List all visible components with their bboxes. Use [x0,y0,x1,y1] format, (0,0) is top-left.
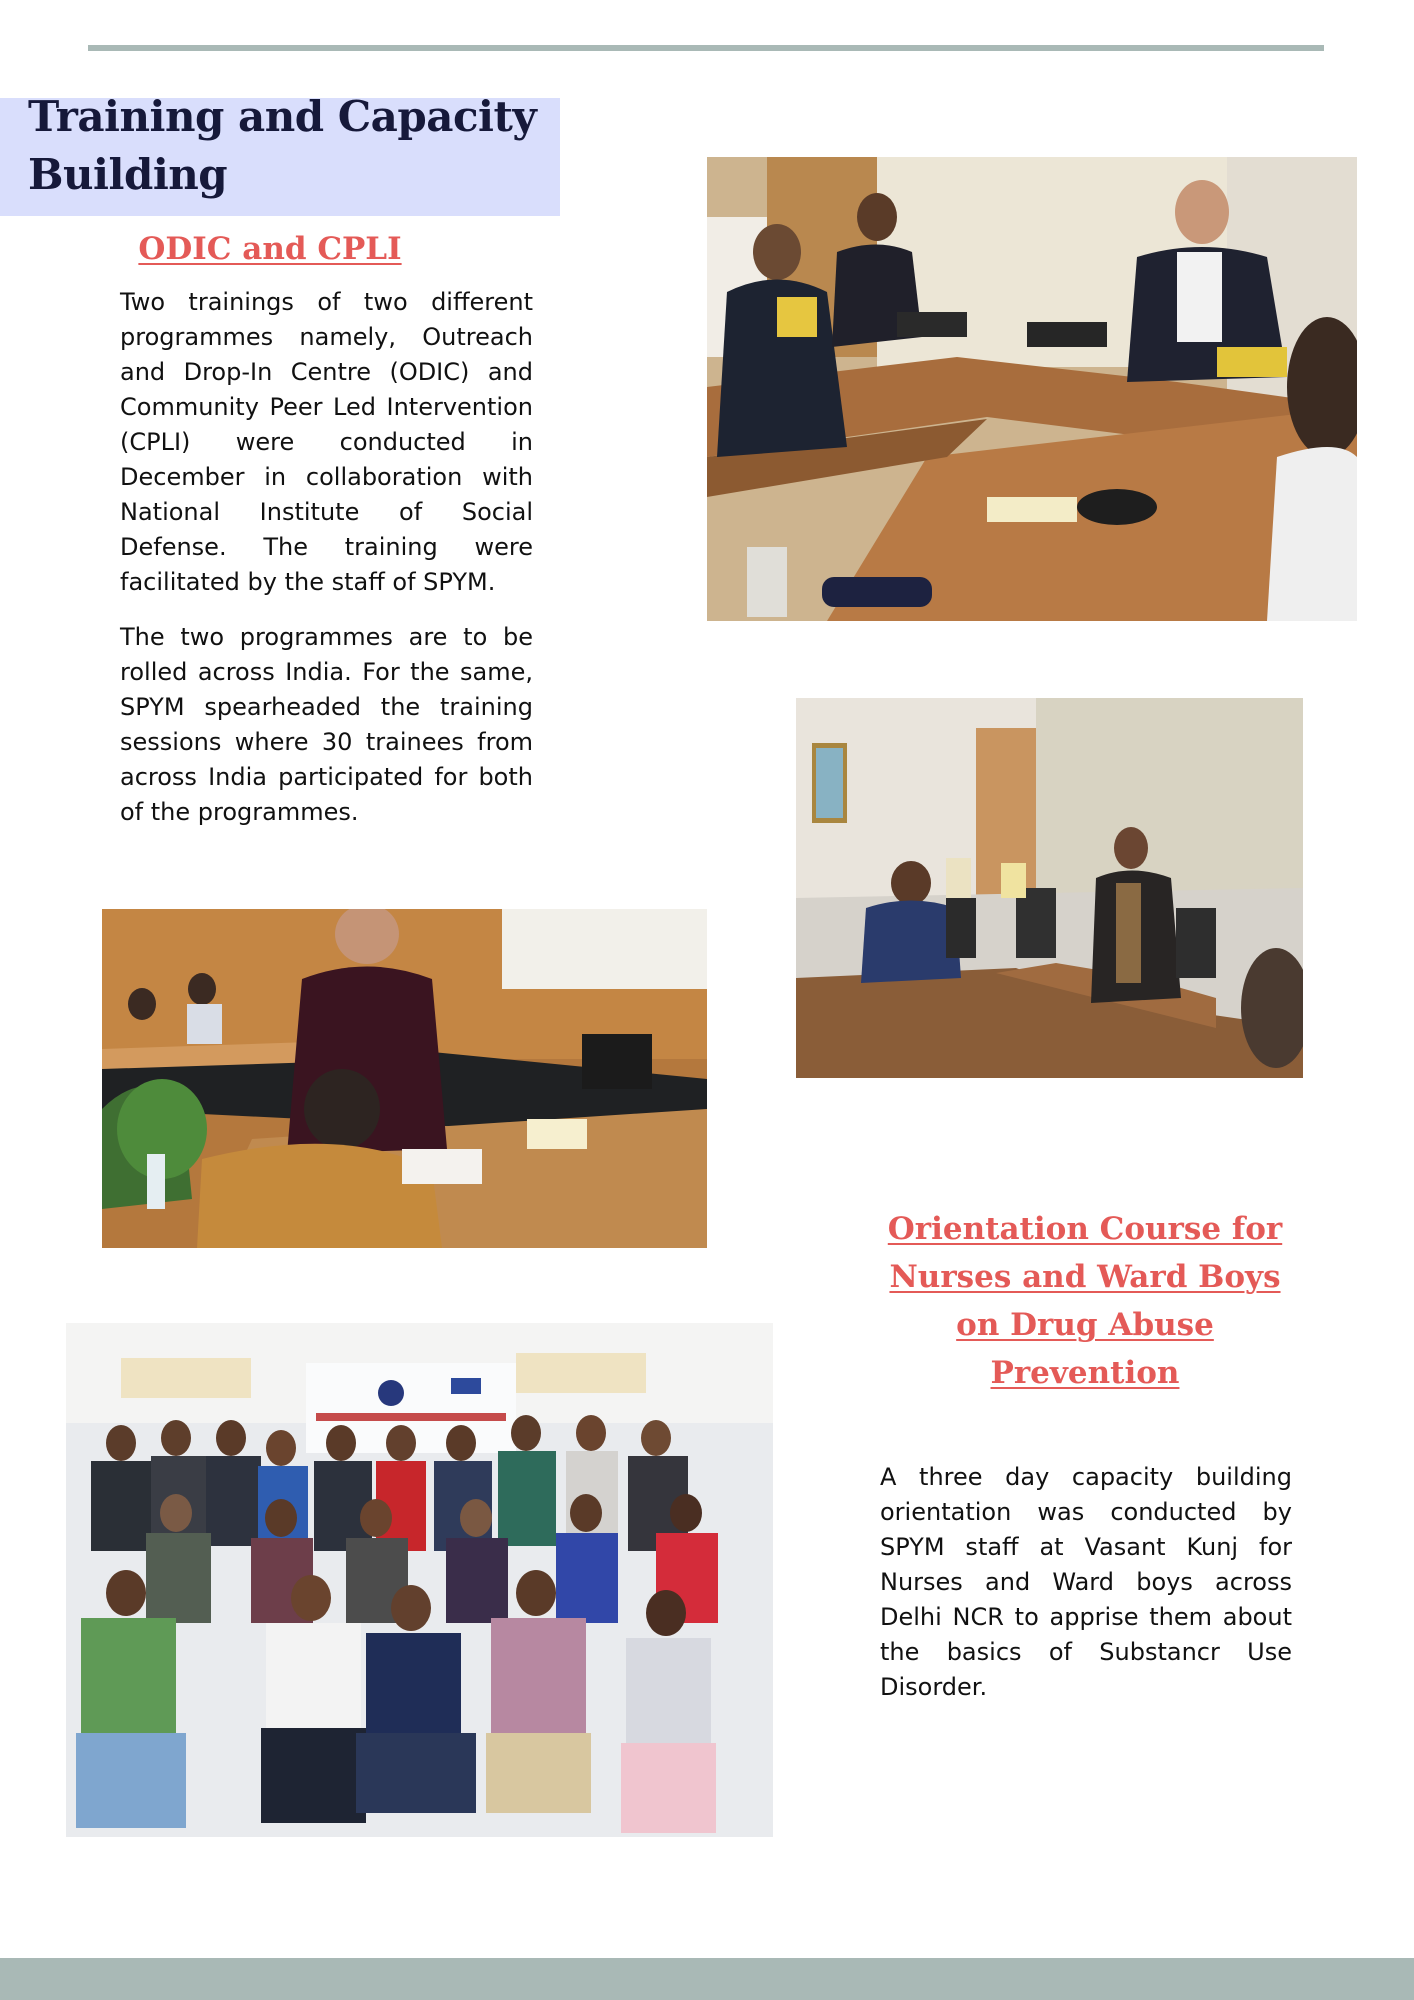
conference-room-photo [796,698,1303,1078]
odic-paragraph-1: Two trainings of two different programmes namely, Outreach and Drop-In Centre (ODIC) and Community Peer Led Intervention (CPLI) were conducted in December in collaboration with National Institute of Social Defense. The training were facilitated by the staff of SPYM. [120,288,533,596]
trainer-at-table-photo [102,909,707,1248]
odic-cpli-heading: ODIC and CPLI [138,231,402,267]
odic-paragraph-2: The two programmes are to be rolled across India. For the same, SPYM spearheaded the training sessions where 30 trainees from across India participated for both of the programmes. [120,623,533,826]
group-photo [66,1323,773,1837]
orientation-paragraph: A three day capacity building orientation was conducted by SPYM staff at Vasant Kunj for Nurses and Ward boys across Delhi NCR to apprise them about the basics of Substancr Use Disorder. [880,1463,1292,1701]
top-divider [88,45,1324,51]
orientation-course-heading: Orientation Course for Nurses and Ward Boys on Drug Abuse Prevention [887,1211,1283,1391]
footer-bar [0,1958,1414,2000]
page-title: Training and Capacity Building [28,92,537,199]
training-meeting-photo [707,157,1357,621]
